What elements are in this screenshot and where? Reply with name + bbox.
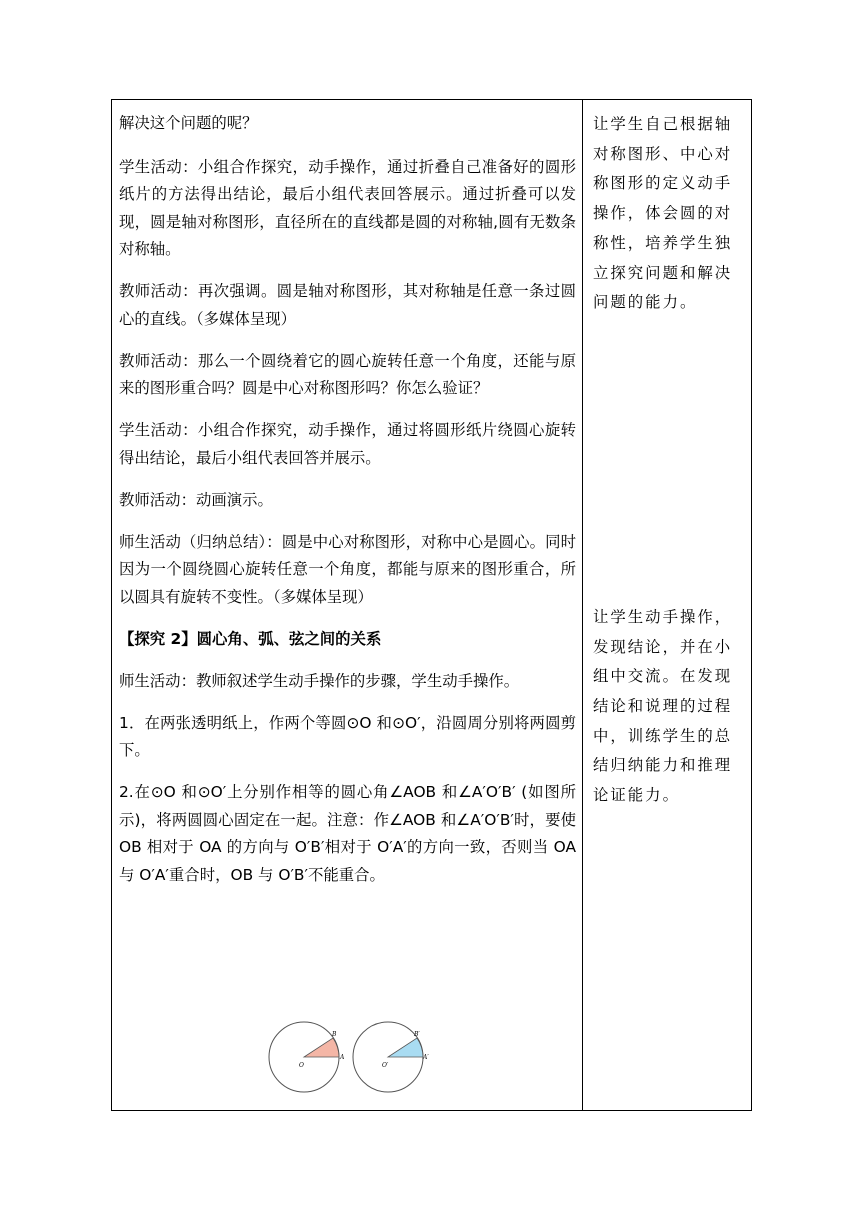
paragraph: 1．在两张透明纸上，作两个等圆⊙O 和⊙O′，沿圆周分别将两圆剪下。 [119,713,576,759]
circles-figure [268,1021,444,1093]
paragraph: 解决这个问题的呢？ [119,114,258,132]
paragraph: 2.在⊙O 和⊙O′上分别作相等的圆心角∠AOB 和∠A′O′B′ (如图所示)，将两圆圆心固定在一起。注意：作∠AOB 和∠A′O′B′时，要使 OB 相对于 OA 的方向与 O′B′相对于 O′A′的方向一致，否则当 OA 与 O′A′重合时，OB 与 O′B′不能重合。 [119,783,576,884]
label-o: O [299,1062,304,1069]
paragraph: 师生活动：教师叙述学生动手操作的步骤，学生动手操作。 [119,671,520,690]
section-heading-text: 圆心角、弧、弦之间的关系 [196,629,382,648]
circle-o-prime [353,1022,429,1092]
sector-aob [304,1038,339,1057]
paragraph: 学生活动：小组合作探究，动手操作，通过将圆形纸片绕圆心旋转得出结论，最后小组代表回答并展示。 [119,421,576,467]
design-note: 让学生自己根据轴对称图形、中心对称图形的定义动手操作，体会圆的对称性，培养学生独立探究问题和解决问题的能力。 [593,115,733,312]
paragraph: 教师活动：再次强调。圆是轴对称图形，其对称轴是任意一条过圆心的直线。（多媒体呈现） [119,282,576,328]
activity-column [112,100,583,1111]
design-intent-column [583,100,752,1111]
design-note: 让学生动手操作，发现结论，并在小组中交流。在发现结论和说理的过程中，训练学生的总结归纳能力和推理论证能力。 [593,607,733,805]
label-o-prime: O′ [382,1062,389,1069]
label-a-prime: A′ [423,1054,429,1061]
label-b: B [332,1031,337,1038]
paragraph: 师生活动（归纳总结）：圆是中心对称图形，对称中心是圆心。同时因为一个圆绕圆心旋转任意一个角度，都能与原来的图形重合，所以圆具有旋转不变性。（多媒体呈现） [119,532,576,606]
sector-aob-prime [388,1038,423,1057]
lesson-table [111,99,752,1111]
section-heading [119,626,576,654]
paragraph: 教师活动：那么一个圆绕着它的圆心旋转任意一个角度，还能与原来的图形重合吗？圆是中心对称图形吗？你怎么验证？ [119,351,576,397]
paragraph: 教师活动：动画演示。 [119,490,273,509]
circle-o [269,1022,345,1092]
paragraph: 学生活动：小组合作探究，动手操作，通过折叠自己准备好的圆形纸片的方法得出结论，最后小组代表回答展示。通过折叠可以发现，圆是轴对称图形，直径所在的直线都是圆的对称轴,圆有无数条对称轴。 [119,157,576,258]
section-heading-bracket: 【探究 2】 [119,629,197,648]
label-a: A [340,1054,345,1061]
label-b-prime: B′ [414,1031,420,1038]
